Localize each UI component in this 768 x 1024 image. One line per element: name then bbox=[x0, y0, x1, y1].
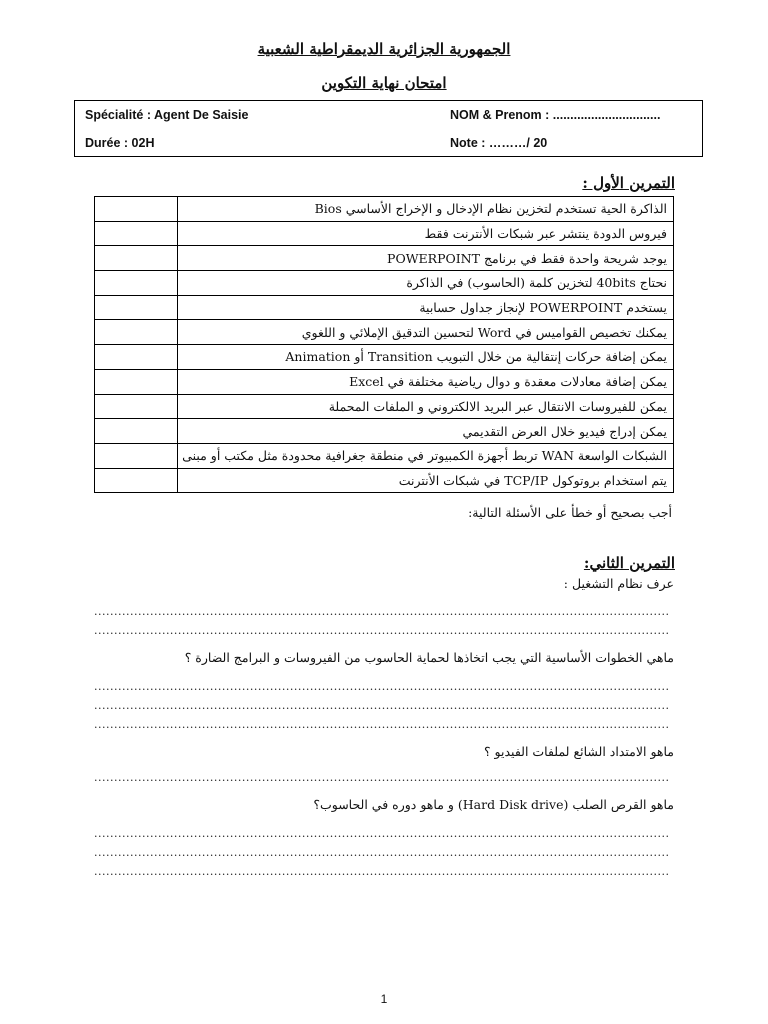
question-4: ماهو القرص الصلب (Hard Disk drive) و ماهو دوره في الحاسوب؟ bbox=[313, 797, 674, 812]
answer-cell[interactable] bbox=[95, 345, 178, 370]
statement-cell: فيروس الدودة ينتشر عبر شبكات الأنترنت فقط bbox=[178, 221, 674, 246]
table-row bbox=[95, 246, 674, 271]
duration-label: Durée : 02H bbox=[85, 136, 155, 150]
specialite-label: Spécialité : Agent De Saisie bbox=[85, 108, 249, 122]
table-row bbox=[95, 443, 674, 468]
question-1: عرف نظام التشغيل : bbox=[563, 576, 674, 591]
statement-cell: يمكن للفيروسات الانتقال عبر البريد الالكتروني و الملفات المحملة bbox=[178, 394, 674, 419]
answer-line[interactable]: ................................................................................................................................................ bbox=[94, 846, 670, 859]
statement-cell: يوجد شريحة واحدة فقط في برنامج POWERPOINT bbox=[178, 246, 674, 271]
answer-line[interactable]: ................................................................................................................................................ bbox=[94, 771, 670, 784]
statement-cell: الذاكرة الحية تستخدم لتخزين نظام الإدخال و الإخراج الأساسي Bios bbox=[178, 197, 674, 222]
statement-cell: يستخدم POWERPOINT لإنجاز جداول حسابية bbox=[178, 295, 674, 320]
statement-cell: يمكنك تخصيص القواميس في Word لتحسين التدقيق الإملائي و اللغوي bbox=[178, 320, 674, 345]
answer-line[interactable]: ................................................................................................................................................ bbox=[94, 699, 670, 712]
statement-cell: نحتاج 40bits لتخزين كلمة (الحاسوب) في الذاكرة bbox=[178, 271, 674, 296]
table-row bbox=[95, 369, 674, 394]
note-field: Note : ………/ 20 bbox=[450, 136, 548, 150]
answer-cell[interactable] bbox=[95, 419, 178, 444]
table-row bbox=[95, 468, 674, 493]
exercise2-title: التمرين الثاني: bbox=[583, 554, 675, 572]
exam-title: امتحان نهاية التكوين bbox=[321, 74, 447, 92]
statement-cell: يمكن إضافة حركات إنتقالية من خلال التبويب Transition أو Animation bbox=[178, 345, 674, 370]
answer-line[interactable]: ................................................................................................................................................ bbox=[94, 605, 670, 618]
question-2: ماهي الخطوات الأساسية التي يجب اتخاذها لحماية الحاسوب من الفيروسات و البرامج الضارة ؟ bbox=[184, 650, 674, 665]
page-number: 1 bbox=[380, 992, 388, 1006]
statement-cell: يمكن إدراج فيديو خلال العرض التقديمي bbox=[178, 419, 674, 444]
table-row bbox=[95, 394, 674, 419]
statement-cell: يتم استخدام بروتوكول TCP/IP في شبكات الأنترنت bbox=[178, 468, 674, 493]
answer-cell[interactable] bbox=[95, 221, 178, 246]
answer-cell[interactable] bbox=[95, 197, 178, 222]
table-row bbox=[95, 271, 674, 296]
republic-title: الجمهورية الجزائرية الديمقراطية الشعبية bbox=[257, 40, 511, 58]
answer-line[interactable]: ................................................................................................................................................ bbox=[94, 718, 670, 731]
exercise1-title: التمرين الأول : bbox=[582, 174, 675, 192]
exercise1-instruction: أجب بصحيح أو خطأ على الأسئلة التالية: bbox=[468, 505, 672, 520]
candidate-info-box bbox=[74, 100, 703, 157]
true-false-table bbox=[94, 196, 674, 493]
answer-cell[interactable] bbox=[95, 246, 178, 271]
answer-line[interactable]: ................................................................................................................................................ bbox=[94, 865, 670, 878]
statement-cell: يمكن إضافة معادلات معقدة و دوال رياضية مختلفة في Excel bbox=[178, 369, 674, 394]
answer-cell[interactable] bbox=[95, 295, 178, 320]
statement-cell: الشبكات الواسعة WAN تربط أجهزة الكمبيوتر في منطقة جغرافية محدودة مثل مكتب أو مبنى bbox=[178, 443, 674, 468]
table-row bbox=[95, 320, 674, 345]
answer-cell[interactable] bbox=[95, 394, 178, 419]
table-row bbox=[95, 221, 674, 246]
answer-cell[interactable] bbox=[95, 369, 178, 394]
answer-cell[interactable] bbox=[95, 443, 178, 468]
answer-cell[interactable] bbox=[95, 320, 178, 345]
answer-cell[interactable] bbox=[95, 468, 178, 493]
table-row bbox=[95, 197, 674, 222]
question-3: ماهو الامتداد الشائع لملفات الفيديو ؟ bbox=[483, 744, 674, 759]
name-field: NOM & Prenom : ............................... bbox=[450, 108, 661, 122]
table-row bbox=[95, 419, 674, 444]
table-row bbox=[95, 345, 674, 370]
table-row bbox=[95, 295, 674, 320]
answer-cell[interactable] bbox=[95, 271, 178, 296]
answer-line[interactable]: ................................................................................................................................................ bbox=[94, 680, 670, 693]
answer-line[interactable]: ................................................................................................................................................ bbox=[94, 827, 670, 840]
answer-line[interactable]: ................................................................................................................................................ bbox=[94, 624, 670, 637]
